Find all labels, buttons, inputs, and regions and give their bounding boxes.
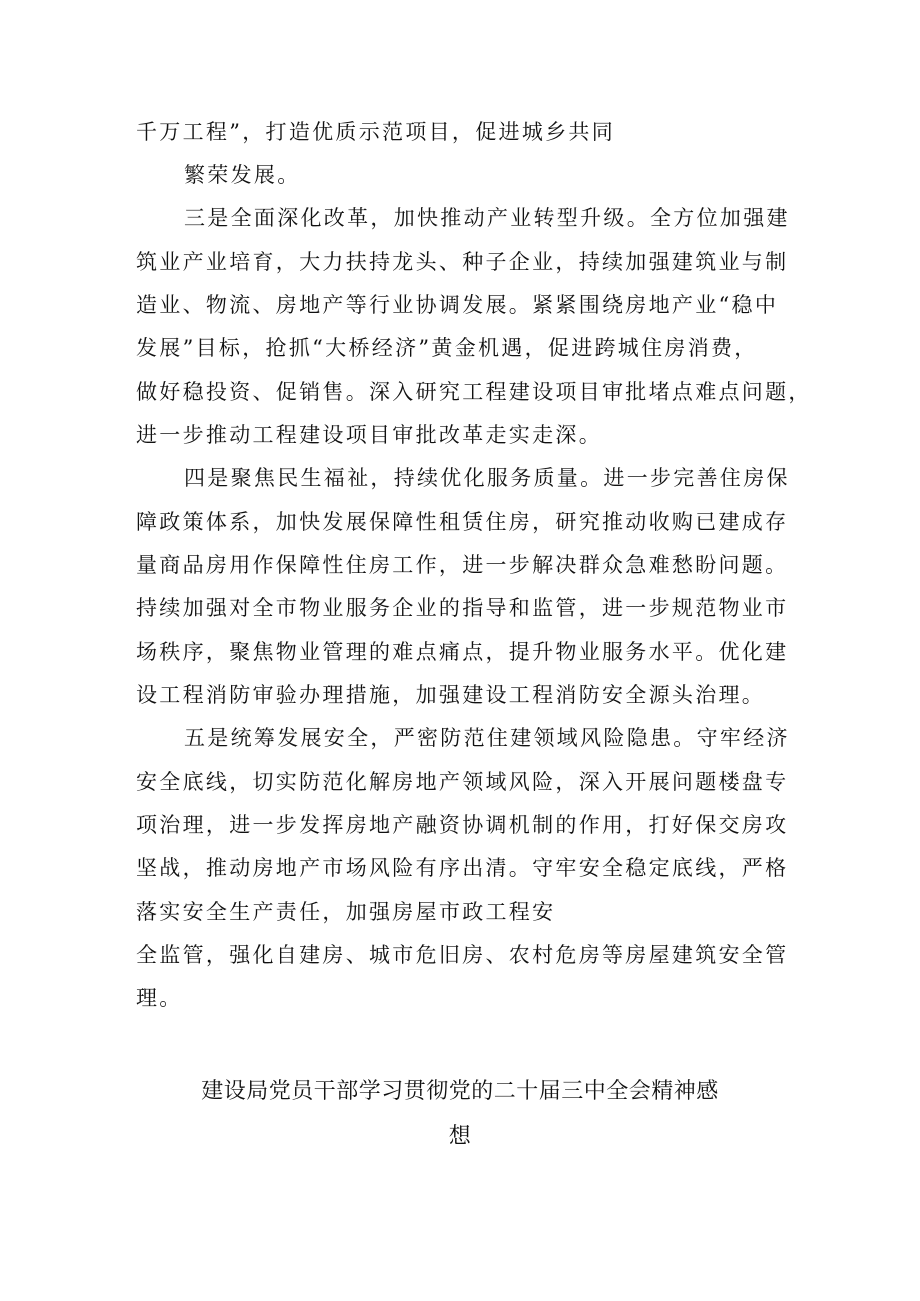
body-line: 进一步推动工程建设项目审批改革走实走深。: [136, 423, 602, 447]
body-line: 全监管，强化自建房、城市危旧房、农村危房等房屋建筑安全管: [136, 943, 789, 967]
body-line: 繁荣发展。: [184, 163, 301, 187]
section-title-continuation: 想: [448, 1124, 472, 1149]
body-line: 千万工程”，打造优质示范项目，促进城乡共同: [136, 120, 616, 144]
body-line: 量商品房用作保障性住房工作，进一步解决群众急难愁盼问题。: [136, 553, 789, 577]
body-line: 做好稳投资、促销售。深入研究工程建设项目审批堵点难点问题，: [136, 380, 812, 404]
body-line: 筑业产业培育，大力扶持龙头、种子企业，持续加强建筑业与制: [136, 250, 789, 274]
body-line: 坚战，推动房地产市场风险有序出清。守牢安全稳定底线，严格: [136, 856, 789, 880]
body-line: 持续加强对全市物业服务企业的指导和监管，进一步规范物业市: [136, 596, 789, 620]
section-title: 建设局党员干部学习贯彻党的二十届三中全会精神感: [201, 1079, 719, 1104]
body-line: 落实安全生产责任，加强房屋市政工程安: [136, 900, 556, 924]
body-line: 项治理，进一步发挥房地产融资协调机制的作用，打好保交房攻: [136, 813, 789, 837]
body-line: 发展”目标，抢抓“大桥经济”黄金机遇，促进跨城住房消费，: [136, 336, 758, 360]
body-line: 障政策体系，加快发展保障性租赁住房，研究推动收购已建成存: [136, 510, 789, 534]
body-line: 场秩序，聚焦物业管理的难点痛点，提升物业服务水平。优化建: [136, 640, 789, 664]
body-line: 设工程消防审验办理措施，加强建设工程消防安全源头治理。: [136, 683, 766, 707]
body-line: 安全底线，切实防范化解房地产领域风险，深入开展问题楼盘专: [136, 770, 789, 794]
paragraph-start-line: 五是统筹发展安全，严密防范住建领域风险隐患。守牢经济: [184, 726, 790, 750]
paragraph-start-line: 四是聚焦民生福祉，持续优化服务质量。进一步完善住房保: [184, 466, 790, 490]
body-line: 造业、物流、房地产等行业协调发展。紧紧围绕房地产业“稳中: [136, 293, 779, 317]
body-line: 理。: [136, 986, 183, 1010]
paragraph-start-line: 三是全面深化改革，加快推动产业转型升级。全方位加强建: [184, 206, 790, 230]
